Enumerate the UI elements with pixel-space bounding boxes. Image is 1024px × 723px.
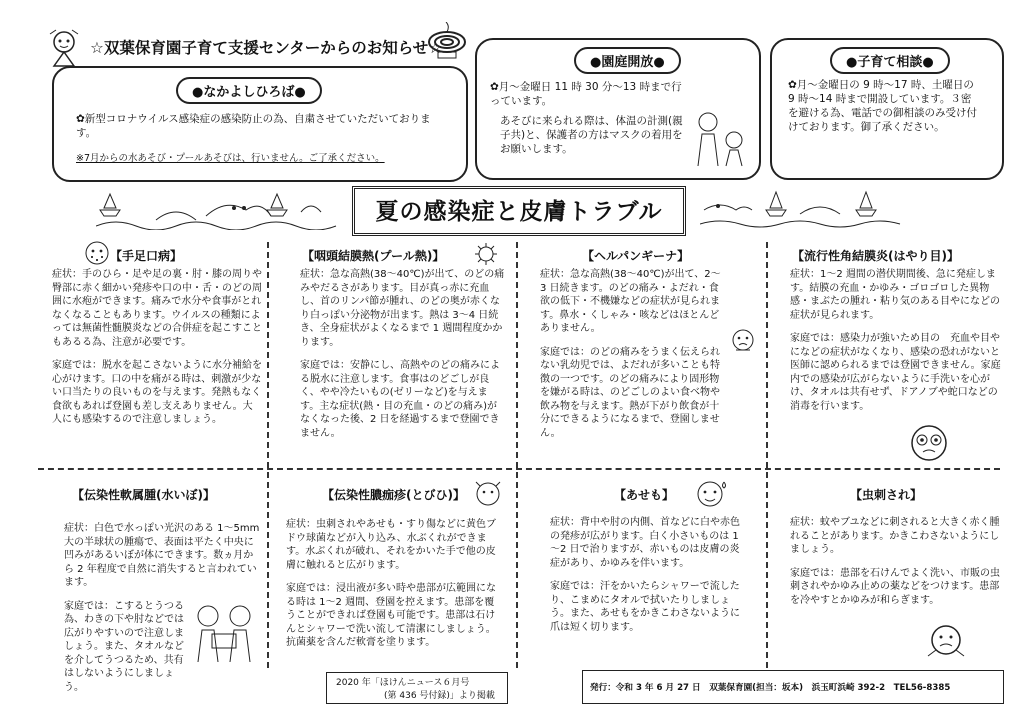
section-teashikuchi bbox=[52, 268, 262, 437]
header-area bbox=[28, 28, 468, 68]
scratching-child-icon bbox=[470, 478, 508, 512]
section-home-care-text: 家庭では：感染力が強いため目の 充血や目やになどの症状がなくなり、感染の恐れがないと医師に認められるまでは登園できません。家庭内での感染が広がらないように手洗いを心がけ、タオルは共有せず、ドアノブや蛇口などの消毒を行います。 bbox=[790, 333, 1001, 412]
section-title-hayarime: 【流行性角結膜炎(はやり目)】 bbox=[792, 249, 959, 263]
section-pool-fever bbox=[300, 268, 505, 450]
section-title-herpangina: 【ヘルパンギーナ】 bbox=[582, 249, 690, 263]
section-title-pool-fever: 【咽頭結膜熱(プール熱)】 bbox=[302, 249, 445, 263]
section-symptom-text: 症状：白色で水っぽい光沢のある 1～5mm大の半球状の腫瘍で、表面は平たく中央に凹みがあるいぼが体にできます。数ヵ月から 2 年程度で自然に消失すると言われています。 bbox=[64, 523, 260, 588]
teien-line2: あそびに来られる際は、体温の計測(親子共)と、保護者の方はマスクの着用をお願いします。 bbox=[500, 115, 683, 155]
source-note-line2: (第 436 号付録)」より掲載 bbox=[384, 691, 495, 701]
section-symptom-text: 症状：1～2 週間の潜伏期間後、急に発症します。結膜の充血・かゆみ・ゴロゴロした異物感・まぶたの腫れ・粘り気のある目やになどの 症状が見られます。 bbox=[790, 269, 1010, 321]
section-home-care-text: 家庭では：汗をかいたらシャワーで流したり、こまめにタオルで拭いたりしましょう。また、あせもをかきこわさないように爪は短く切ります。 bbox=[550, 581, 740, 633]
section-title-tobihi: 【伝染性膿痂疹(とびひ)】 bbox=[322, 488, 465, 502]
divider-v2 bbox=[516, 242, 518, 668]
page-title: ☆双葉保育園子育て支援センターからのお知らせ☆ bbox=[90, 39, 443, 57]
section-home-care-text: 家庭では：のどの痛みをうまく伝えられない乳幼児では、よだれが多いことも特徴の一つです。のどの痛みにより固形物を嫌がる時は、のどごしのよい食べ物や飲み物を与えます。熱が下がり飲食が十分にできるようになるまで、登園しません。 bbox=[540, 346, 720, 439]
section-mushisasare bbox=[790, 516, 1002, 617]
itchy-child-icon bbox=[922, 620, 970, 664]
teien-line1: ✿月～金曜日 11 時 30 分～13 時まで行っています。 bbox=[490, 81, 682, 107]
divider-h bbox=[38, 468, 1000, 470]
sodan-title: ●子育て相談● bbox=[830, 47, 950, 74]
source-note-line1: 2020 年「ほけんニュース６月号 bbox=[336, 678, 470, 688]
child-doodle-icon bbox=[42, 28, 86, 68]
mosquito-coil-icon bbox=[424, 22, 470, 62]
section-title-mushisasare: 【虫刺され】 bbox=[850, 488, 923, 502]
sweating-child-icon bbox=[690, 476, 730, 512]
teien-title: ●園庭開放● bbox=[574, 47, 681, 74]
section-title-mizuibo: 【伝染性軟属腫(水いぼ)】 bbox=[72, 488, 215, 502]
section-home-care-text: 家庭では：脱水を起こさないように水分補給を心がけます。口の中を痛がる時は、刺激が少ない口当たりの良いものを与えます。発熱もなく食欲もあれば登園も差し支えありません。大人にも感染するので注意しましょう。 bbox=[52, 360, 262, 425]
seaside-right-doodle-icon bbox=[700, 188, 910, 228]
parent-child-illustration-icon bbox=[690, 108, 750, 168]
divider-v1 bbox=[267, 242, 269, 668]
section-hayarime bbox=[790, 268, 1010, 423]
section-herpangina bbox=[540, 268, 726, 450]
banner-title: 夏の感染症と皮膚トラブル bbox=[375, 199, 663, 225]
section-symptom-text: 症状：急な高熱(38～40℃)が出て、のどの痛みやだるさがあります。目が真っ赤に充血し、首のリンパ節が腫れ、のどの奥が赤くなり白っぽい分泌物が出ます。熱は 3～4 日続き、全身症状がよくなるまで 1 週間程度かかります。 bbox=[300, 269, 505, 348]
section-symptom-text: 症状：手のひら・足や足の裏・肘・膝の周りや臀部に赤く細かい発疹や口の中・舌・のどの周囲に水疱ができます。痛みで水分や食事がとれなくなることもあります。ウイルスの種類によっては無菌性髄膜炎などの合併症を起こすこともあるる為、注意が必要です。 bbox=[52, 269, 262, 348]
sodan-body: ✿月～金曜日の 9 時～17 時、土曜日の 9 時～14 時まで開設しています。３密を避ける為、電話での御相談のみ受け付けております。御了承ください。 bbox=[788, 79, 977, 133]
virus-icon bbox=[474, 242, 498, 266]
footer-publisher: 発行：令和 3 年 6 月 27 日 双葉保育園(担当：坂本) 浜玉町浜崎 392-2 TEL56-8385 bbox=[590, 683, 951, 693]
teary-face-icon bbox=[906, 420, 952, 466]
section-title-teashikuchi: 【手足口病】 bbox=[110, 249, 183, 263]
child-with-rash-icon bbox=[82, 238, 112, 268]
section-home-care-text: 家庭では：安静にし、高熱やのどの痛みによる脱水に注意します。食事はのどごしが良く、やや冷たいもの(ゼリーなど)を与えます。主な症状(熱・目の充血・のどの痛み)がなくなった後、2 日を経過するまで登園できません。 bbox=[300, 360, 500, 439]
section-tobihi bbox=[286, 518, 504, 660]
nakayoshi-note: ※7月からの水あそび・プールあそびは、行いません。ご了承ください。 bbox=[76, 153, 385, 164]
divider-v3 bbox=[766, 242, 768, 668]
children-with-towel-icon bbox=[186, 600, 264, 666]
section-home-care-text: 家庭では：患部を石けんでよく洗い、市販の虫刺されやかゆみ止めの薬などをつけます。患部を冷やすとかゆみが和らぎます。 bbox=[790, 567, 1000, 606]
child-sore-throat-icon bbox=[726, 326, 760, 360]
section-symptom-text: 症状：背中や肘の内側、首などに白や赤色の発疹が広がります。白く小さいものは 1～2 日で治りますが、赤いものは皮膚の炎症があり、かゆみを伴います。 bbox=[550, 517, 740, 569]
section-home-care-text: 家庭では：浸出液が多い時や患部が広範囲になる時は 1～2 週間、登園を控えます。患部を覆うことができれば登園も可能です。患部は石けんとシャワーで洗い流して清潔にしましょう。抗菌薬を含んだ軟膏を塗ります。 bbox=[286, 583, 496, 648]
section-symptom-text: 症状：虫刺されやあせも・すり傷などに黄色ブドウ球菌などが入り込み、水ぶくれができます。水ぶくれが破れ、それをかいた手で他の皮膚に触れると広がります。 bbox=[286, 519, 496, 571]
nakayoshi-title: ●なかよしひろば● bbox=[176, 77, 322, 104]
section-home-care-text: 家庭では：こするとうつる為、わきの下や肘などでは広がりやすいので注意しましょう。また、タオルなどを介してうつるため、共有はしないようにしましょう。 bbox=[64, 600, 184, 693]
nakayoshi-body: ✿新型コロナウイルス感染症の感染防止の為、自粛させていただいております。 bbox=[76, 113, 431, 139]
section-symptom-text: 症状：蚊やブユなどに刺されると大きく赤く腫れることがあります。かきこわさないようにしましょう。 bbox=[790, 517, 1000, 555]
section-title-asemo: 【あせも】 bbox=[614, 488, 675, 502]
section-asemo bbox=[550, 516, 742, 644]
section-symptom-text: 症状：急な高熱(38～40℃)が出て、2～3 日続きます。のどの痛み・よだれ・食欲の低下・不機嫌などの症状が見られます。鼻水・くしゃみ・咳などはほとんどありません。 bbox=[540, 269, 721, 334]
